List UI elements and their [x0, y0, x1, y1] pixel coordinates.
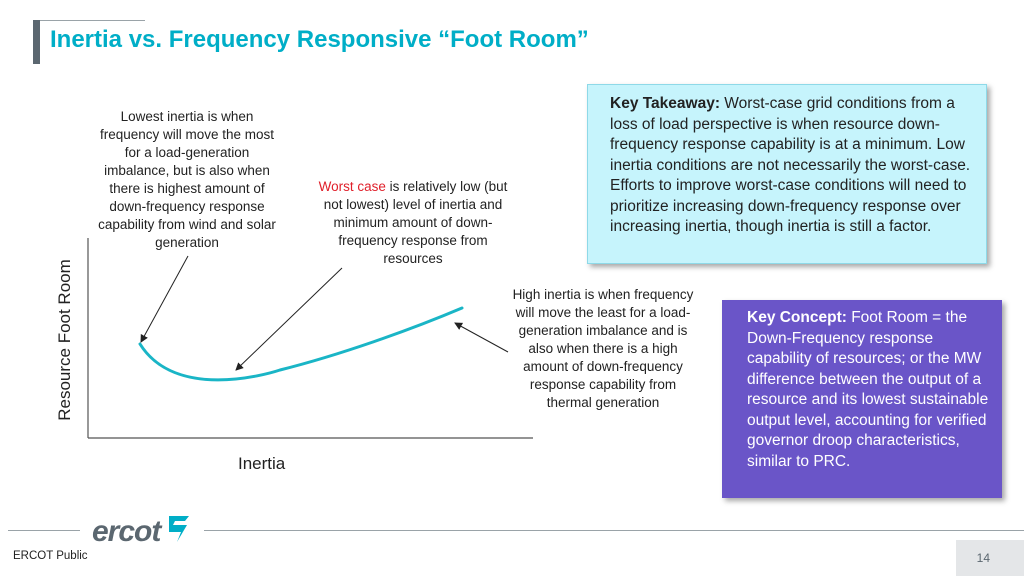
note-worst-case: [318, 178, 508, 268]
page-number: 14: [976, 551, 990, 565]
note-high-inertia: High inertia is when frequency will move the least for a load-generation imbalance and is also when there is a high amount of down-frequency response capability from thermal generation: [512, 287, 694, 410]
key-takeaway-box: [587, 84, 987, 264]
logo-wordmark: ercot: [92, 515, 161, 548]
takeaway-heading: Key Takeaway:: [610, 95, 720, 112]
concept-body: Foot Room = the Down-Frequency response capability of resources; or the MW difference between the output of a resource and its lowest sustainable output level, accounting for verified governor droop characteristics, similar to PRC.: [747, 309, 989, 470]
key-concept-box: [722, 300, 1002, 498]
arrow-high-inertia: [455, 323, 508, 352]
footer-rule-left: [8, 530, 80, 531]
footer-classification: ERCOT Public: [13, 550, 88, 562]
worst-case-highlight: Worst case: [318, 179, 386, 194]
takeaway-body: Worst-case grid conditions from a loss of load perspective is when resource down-frequency response capability is at a minimum. Low inertia conditions are not necessarily the worst-case. Efforts to improve worst-case conditions will need to prioritize increasing down-frequency response over increasing inertia, though inertia is still a factor.: [610, 95, 971, 235]
page-number-box: [956, 540, 1024, 576]
footer-rule-right: [204, 530, 1024, 531]
arrow-worst-case: [236, 268, 342, 370]
foot-room-curve: [140, 308, 462, 380]
slide-title: Inertia vs. Frequency Responsive “Foot Room”: [50, 26, 589, 53]
y-axis-label: Resource Foot Room: [55, 259, 74, 421]
note-low-inertia: Lowest inertia is when frequency will move the most for a load-generation imbalance, but is also when there is highest amount of down-frequency response capability from wind and solar generation: [98, 109, 276, 250]
concept-heading: Key Concept:: [747, 309, 847, 326]
x-axis-label: Inertia: [238, 454, 286, 473]
ercot-logo: [92, 510, 193, 554]
worst-case-text: is relatively low (but not lowest) level of inertia and minimum amount of down-frequency response from resources: [323, 179, 508, 266]
arrow-low-inertia: [141, 256, 188, 342]
logo-bolt-icon: [163, 512, 193, 552]
